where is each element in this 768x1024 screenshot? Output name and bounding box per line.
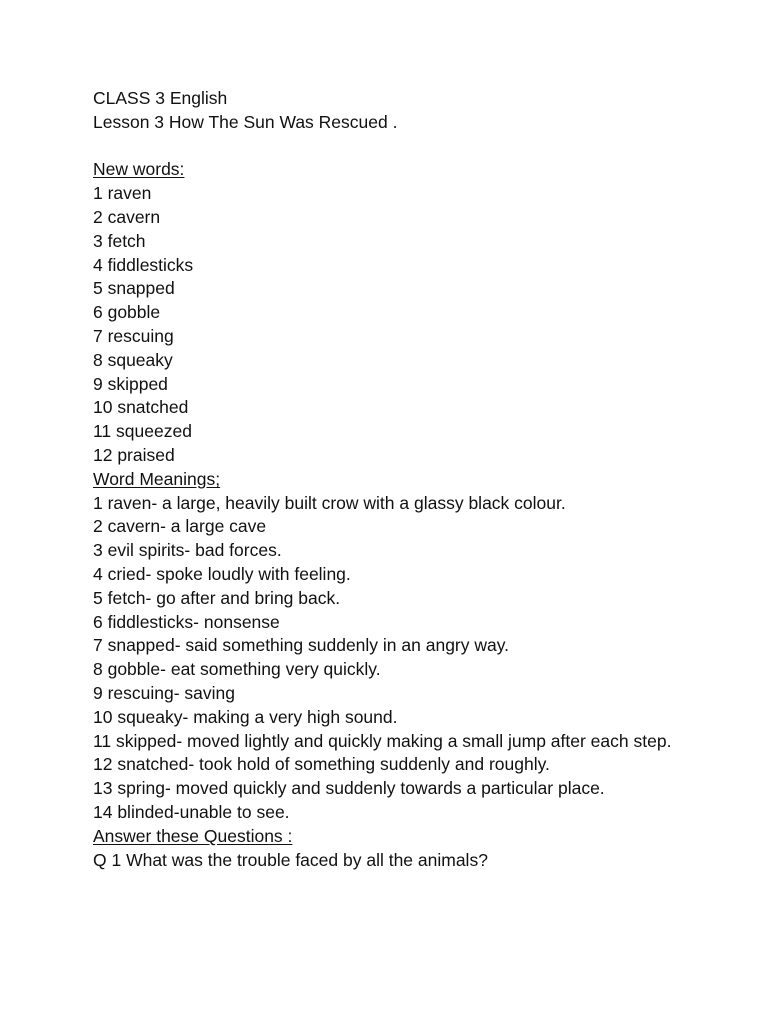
meaning-item: 8 gobble- eat something very quickly. bbox=[93, 659, 381, 680]
meaning-item: 12 snatched- took hold of something suddenly and roughly. bbox=[93, 754, 550, 775]
meaning-item: 2 cavern- a large cave bbox=[93, 516, 267, 537]
document-page bbox=[93, 87, 733, 872]
question-item: Q 1 What was the trouble faced by all the animals? bbox=[93, 849, 488, 870]
word-meanings-heading: Word Meanings; bbox=[93, 468, 221, 489]
meaning-item: 3 evil spirits- bad forces. bbox=[93, 540, 282, 561]
new-word-item: 9 skipped bbox=[93, 373, 168, 394]
meaning-item: 13 spring- moved quickly and suddenly towards a particular place. bbox=[93, 778, 605, 799]
blank-line bbox=[93, 135, 733, 159]
new-word-item: 1 raven bbox=[93, 183, 152, 204]
meaning-item: 5 fetch- go after and bring back. bbox=[93, 587, 341, 608]
new-word-item: 2 cavern bbox=[93, 206, 161, 227]
meaning-item: 6 fiddlesticks- nonsense bbox=[93, 611, 280, 632]
lesson-title: Lesson 3 How The Sun Was Rescued . bbox=[93, 111, 398, 132]
new-word-item: 4 fiddlesticks bbox=[93, 254, 194, 275]
new-word-item: 7 rescuing bbox=[93, 325, 174, 346]
new-word-item: 8 squeaky bbox=[93, 349, 173, 370]
word-meanings-list bbox=[93, 492, 733, 825]
new-word-item: 12 praised bbox=[93, 444, 175, 465]
meaning-item: 4 cried- spoke loudly with feeling. bbox=[93, 563, 351, 584]
meaning-item: 14 blinded-unable to see. bbox=[93, 801, 290, 822]
meaning-item: 7 snapped- said something suddenly in an angry way. bbox=[93, 635, 510, 656]
new-word-item: 10 snatched bbox=[93, 397, 189, 418]
new-words-heading: New words: bbox=[93, 159, 185, 180]
new-words-list bbox=[93, 182, 733, 468]
questions-heading: Answer these Questions : bbox=[93, 825, 293, 846]
meaning-item: 9 rescuing- saving bbox=[93, 682, 236, 703]
new-word-item: 11 squeezed bbox=[93, 421, 192, 442]
new-word-item: 3 fetch bbox=[93, 230, 146, 251]
meaning-item: 10 squeaky- making a very high sound. bbox=[93, 706, 398, 727]
new-word-item: 5 snapped bbox=[93, 278, 175, 299]
class-title: CLASS 3 English bbox=[93, 88, 228, 108]
questions-list bbox=[93, 849, 733, 873]
new-word-item: 6 gobble bbox=[93, 302, 161, 323]
meaning-item: 11 skipped- moved lightly and quickly making a small jump after each step. bbox=[93, 730, 672, 751]
meaning-item: 1 raven- a large, heavily built crow with a glassy black colour. bbox=[93, 492, 566, 513]
